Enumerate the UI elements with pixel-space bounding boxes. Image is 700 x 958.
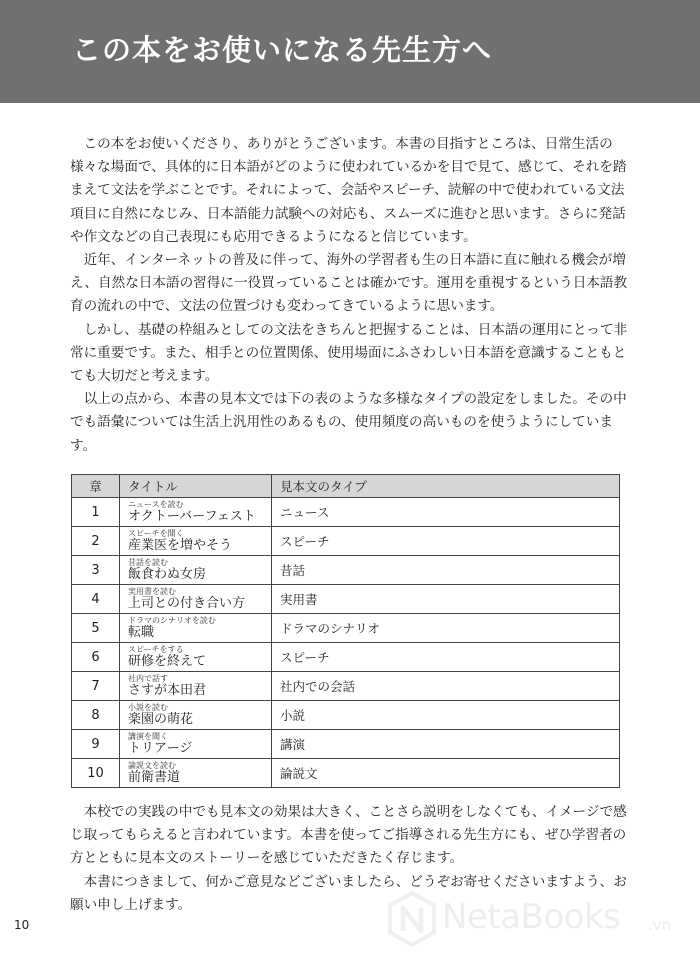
chapter-title: 前衛書道 [128,770,181,785]
chapter-title: 楽園の萌花 [128,712,194,727]
title-ruby: 講演を聞く [128,732,168,741]
chapter-type: 講演 [272,730,620,759]
chapter-table [71,474,620,788]
chapter-title-cell [120,585,272,614]
page-number: 10 [14,918,30,932]
chapter-type: 実用書 [272,585,620,614]
paragraph: 以上の点から、本書の見本文では下の表のような多様なタイプの設定をしました。その中でも語彙については生活上汎用性のあるもの、使用頻度の高いものを使うようにしています。 [70,391,627,454]
chapter-title-cell [120,759,272,788]
chapter-title-cell [120,498,272,527]
table-header-row [72,475,620,498]
chapter-title-cell [120,701,272,730]
table-row [72,730,620,759]
title-ruby: ドラマのシナリオを読む [128,616,216,625]
chapter-title-cell [120,643,272,672]
chapter-number: 2 [72,527,120,556]
table-row [72,672,620,701]
title-ruby: ニュースを読む [128,500,184,509]
hexagon-logo-icon [386,890,438,948]
watermark [386,890,686,950]
chapter-number: 1 [72,498,120,527]
chapter-number: 5 [72,614,120,643]
table-row [72,701,620,730]
page-title: この本をお使いになる先生方へ [72,33,493,67]
chapter-number: 9 [72,730,120,759]
chapter-number: 8 [72,701,120,730]
intro-text [70,133,630,458]
title-ruby: 実用書を読む [128,587,176,596]
paragraph: 本書につきまして、何かご意見などございましたら、どうぞお寄せくださいますよう、お願い申し上げます。 [70,873,627,913]
chapter-number: 6 [72,643,120,672]
column-header-title: タイトル [120,475,272,498]
chapter-number: 10 [72,759,120,788]
chapter-type: 社内での会話 [272,672,620,701]
table-row [72,759,620,788]
chapter-type: 論説文 [272,759,620,788]
watermark-domain: .vn [648,916,672,934]
paragraph: 本校での実践の中でも見本文の効果は大きく、ことさら説明をしなくても、イメージで感じ取ってもらえると言われています。本書を使ってご指導される先生方にも、ぜひ学習者の方とともに見本文のストーリーを感じていただきたく存じます。 [70,804,627,867]
paragraph: 近年、インターネットの普及に伴って、海外の学習者も生の日本語に直に触れる機会が増え、自然な日本語の習得に一役買っていることは確かです。運用を重視するという日本語教育の流れの中で、文法の位置づけも変わってきているように思います。 [70,252,628,315]
title-ruby: 社内で話す [128,674,168,683]
table-row [72,498,620,527]
chapter-title: 産業医を増やそう [128,538,233,553]
title-ruby: 論説文を読む [128,761,176,770]
chapter-number: 7 [72,672,120,701]
table-row [72,585,620,614]
table-row [72,643,620,672]
chapter-type: 小説 [272,701,620,730]
chapter-title: オクトーバーフェスト [128,509,256,524]
chapter-type: ドラマのシナリオ [272,614,620,643]
chapter-type: スピーチ [272,527,620,556]
paragraph: この本をお使いくださり、ありがとうございます。本書の目指すところは、日常生活の様々な場面で、具体的に日本語がどのように使われているかを目で見て、感じて、それを踏まえて文法を学ぶことです。それによって、会話やスピーチ、読解の中で使われている文法項目に自然になじみ、日本語能力試験への対応も、スムーズに進むと思います。さらに発話や作文などの自己表現にも応用できるようになると信じています。 [70,136,627,245]
chapter-title: さすが本田君 [128,683,207,698]
chapter-title: 転職 [128,625,155,640]
chapter-title-cell [120,556,272,585]
chapter-number: 3 [72,556,120,585]
title-ruby: スピーチを聞く [128,529,184,538]
paragraph: しかし、基礎の枠組みとしての文法をきちんと把握することは、日本語の運用にとって非常に重要です。また、相手との位置関係、使用場面にふさわしい日本語を意識することもとても大切だと考えます。 [70,321,628,385]
chapter-title-cell [120,527,272,556]
chapter-type: スピーチ [272,643,620,672]
chapter-title: 研修を終えて [128,654,207,669]
chapter-title-cell [120,672,272,701]
chapter-title-cell [120,730,272,759]
header-banner [0,0,700,103]
table-row [72,556,620,585]
title-ruby: 昔話を読む [128,558,168,567]
table-row [72,527,620,556]
column-header-chapter: 章 [72,475,120,498]
chapter-title: トリアージ [128,741,193,756]
chapter-title: 上司との付き合い方 [128,596,246,611]
chapter-title: 飯食わぬ女房 [128,567,207,582]
column-header-type: 見本文のタイプ [272,475,620,498]
title-ruby: スピーチをする [128,645,184,654]
chapter-type: ニュース [272,498,620,527]
table-row [72,614,620,643]
watermark-brand: NetaBooks [442,897,621,937]
chapter-number: 4 [72,585,120,614]
chapter-type: 昔話 [272,556,620,585]
chapter-title-cell [120,614,272,643]
title-ruby: 小説を読む [128,703,168,712]
